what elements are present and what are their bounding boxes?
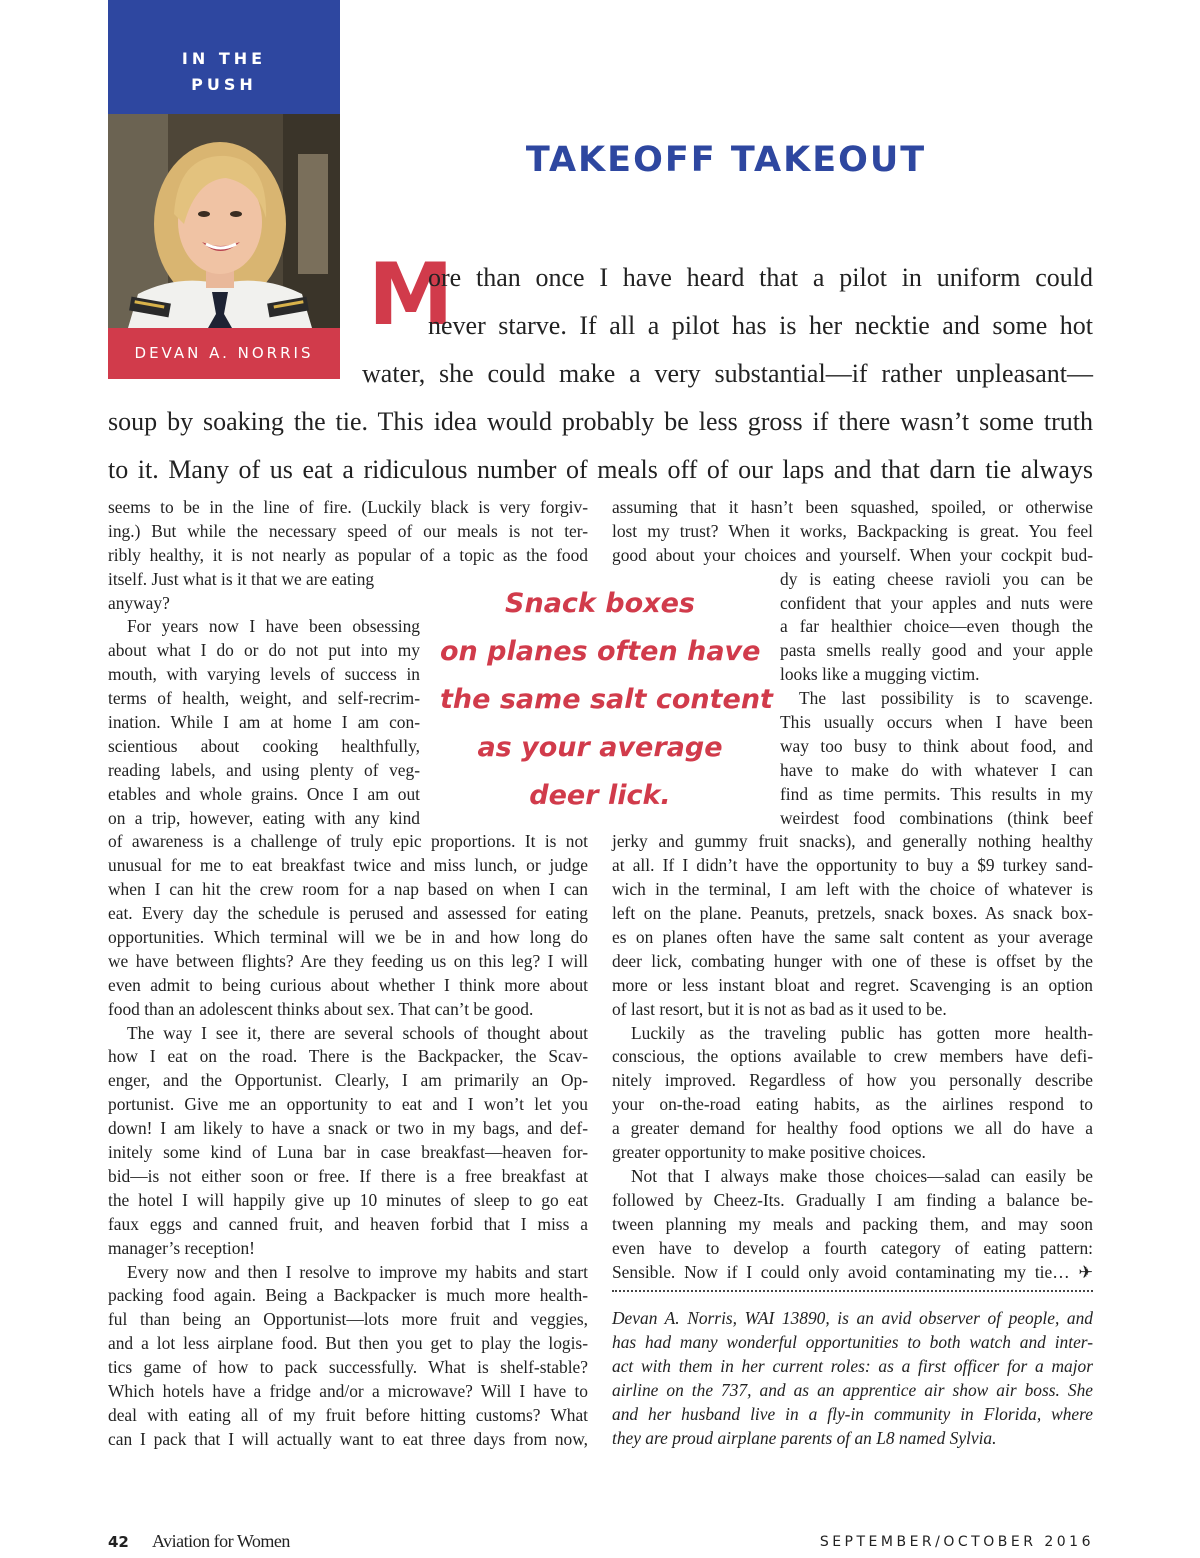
bio-line: and her husband live in a fly-in community in Florida, where bbox=[612, 1403, 1093, 1424]
body-line: opportunities. Which terminal will we be in and how long do bbox=[108, 927, 588, 948]
body-line: and a lot less airplane food. But then you get to play the logis- bbox=[108, 1333, 588, 1354]
column-kicker-line2: PUSH bbox=[191, 75, 257, 94]
article-headline: TAKEOFF TAKEOUT bbox=[525, 140, 927, 180]
body-line: seems to be in the line of fire. (Luckily black is very forgiv- bbox=[108, 497, 588, 517]
body-line: of last resort, but it is not as bad as it used to be. bbox=[612, 998, 947, 1019]
body-line: Every now and then I resolve to improve my habits and start bbox=[127, 1261, 588, 1282]
column-kicker-line1: IN THE bbox=[181, 49, 267, 68]
body-line: more or less instant bloat and regret. Scavenging is an option bbox=[612, 974, 1093, 995]
body-line: even admit to being curious about whether I think more about bbox=[108, 974, 588, 995]
body-line: ing.) But while the necessary speed of our meals is not ter- bbox=[108, 520, 588, 541]
lede-line: water, she could make a very substantial—if rather unpleasant— bbox=[362, 359, 1093, 388]
drop-cap: M bbox=[368, 245, 454, 345]
bio-line: Devan A. Norris, WAI 13890, is an avid observer of people, and bbox=[612, 1308, 1093, 1328]
body-line: es on planes often have the same salt content as your average bbox=[612, 927, 1093, 948]
body-line: bid—is not either soon or free. If there is a free breakfast at bbox=[108, 1165, 588, 1186]
body-line: reading labels, and using plenty of veg- bbox=[108, 759, 420, 780]
body-column-left bbox=[108, 496, 588, 1452]
body-line: eat. Every day the schedule is perused and assessed for eating bbox=[108, 903, 588, 924]
lede-line: never starve. If all a pilot has is her necktie and some hot bbox=[428, 311, 1093, 340]
body-line: the hotel I will happily give up 10 minutes of sleep to go eat bbox=[108, 1189, 588, 1210]
body-line: a greater demand for healthy food options we all do have a bbox=[612, 1118, 1093, 1139]
body-line: portunist. Give me an opportunity to eat and I won’t let you bbox=[108, 1094, 588, 1115]
body-line: looks like a mugging victim. bbox=[780, 664, 980, 685]
body-line: enger, and the Opportunist. Clearly, I am primarily an Op- bbox=[108, 1070, 588, 1091]
body-line: The way I see it, there are several schools of thought about bbox=[127, 1022, 588, 1043]
body-line: even have to develop a fourth category of eating pattern: bbox=[612, 1237, 1093, 1258]
page-number: 42 bbox=[108, 1533, 129, 1551]
body-line: Luckily as the traveling public has gotten more health- bbox=[631, 1022, 1093, 1043]
body-line: left on the plane. Peanuts, pretzels, snack boxes. As snack box- bbox=[612, 903, 1093, 924]
body-line: initely some kind of Luna bar in case breakfast—heaven for- bbox=[108, 1142, 588, 1163]
bio-line: has had many wonderful opportunities to both watch and inter- bbox=[612, 1331, 1093, 1352]
body-line: have to make do with whatever I can bbox=[780, 759, 1093, 780]
body-line: lost my trust? When it works, Backpacking is great. You feel bbox=[612, 520, 1093, 541]
pull-quote-line: the same salt content bbox=[440, 684, 773, 715]
bio-divider bbox=[612, 1290, 1093, 1292]
body-line: we have between flights? Are they feeding us on this leg? I will bbox=[108, 950, 588, 971]
issue-date: SEPTEMBER/OCTOBER 2016 bbox=[819, 1534, 1094, 1550]
body-line: down! I am likely to have a snack or two in my bags, and def- bbox=[108, 1118, 588, 1139]
body-line: mouth, with varying levels of success in bbox=[108, 664, 420, 685]
body-line: The last possibility is to scavenge. bbox=[799, 688, 1093, 709]
body-line: of awareness is a challenge of truly epic proportions. It is not bbox=[108, 831, 588, 852]
magazine-name: Aviation for Women bbox=[152, 1531, 290, 1551]
pull-quote-line: as your average bbox=[477, 732, 723, 763]
bio-line: act with them in her current roles: as a first officer for a major bbox=[612, 1355, 1093, 1376]
body-line: assuming that it hasn’t been squashed, spoiled, or otherwise bbox=[612, 497, 1093, 517]
body-column-right bbox=[612, 496, 1093, 1284]
body-line: your on-the-road eating habits, as the airlines respond to bbox=[612, 1094, 1093, 1115]
body-line: ful than being an Opportunist—lots more fruit and veggies, bbox=[108, 1309, 588, 1330]
body-line: pasta smells really good and your apple bbox=[780, 640, 1093, 661]
body-line: way too busy to think about food, and bbox=[780, 735, 1093, 756]
body-line: unusual for me to eat breakfast twice and miss lunch, or judge bbox=[108, 855, 588, 876]
body-line: how I eat on the road. There is the Backpacker, the Scav- bbox=[108, 1046, 588, 1067]
body-line: faux eggs and canned fruit, and heaven forbid that I miss a bbox=[108, 1213, 588, 1234]
body-line: This usually occurs when I have been bbox=[780, 712, 1093, 733]
body-line: ribly healthy, it is not nearly as popular of a topic as the food bbox=[108, 544, 588, 565]
pull-quote-line: Snack boxes bbox=[505, 588, 695, 619]
body-line: Not that I always make those choices—salad can easily be bbox=[631, 1165, 1093, 1186]
pull-quote-line: deer lick. bbox=[529, 780, 671, 811]
author-byline: DEVAN A. NORRIS bbox=[134, 344, 314, 362]
body-line: itself. Just what is it that we are eating bbox=[108, 568, 375, 589]
author-bio bbox=[612, 1307, 1093, 1450]
body-line: good about your choices and yourself. When your cockpit bud- bbox=[612, 544, 1093, 565]
body-line: can I pack that I will actually want to eat three days from now, bbox=[108, 1428, 588, 1449]
body-line: weirdest food combinations (think beef bbox=[780, 807, 1093, 828]
body-line: greater opportunity to make positive choices. bbox=[612, 1142, 926, 1163]
body-line: deal with eating all of my fruit before hitting customs? What bbox=[108, 1404, 588, 1425]
body-line: jerky and gummy fruit snacks), and generally nothing healthy bbox=[612, 831, 1093, 852]
bio-line: airline on the 737, and as an apprentice air show air boss. She bbox=[612, 1379, 1093, 1400]
body-line: manager’s reception! bbox=[108, 1237, 255, 1258]
lede-line: ore than once I have heard that a pilot in uniform could bbox=[428, 263, 1093, 292]
body-line: at all. If I didn’t have the opportunity to buy a $9 turkey sand- bbox=[612, 855, 1093, 876]
body-line: on a trip, however, eating with any kind bbox=[108, 807, 420, 828]
pull-quote-line: on planes often have bbox=[440, 636, 761, 667]
body-line: anyway? bbox=[108, 592, 170, 613]
body-line: For years now I have been obsessing bbox=[127, 616, 420, 637]
body-line: tics game of how to pack successfully. What is shelf-stable? bbox=[108, 1357, 588, 1378]
body-line: packing food again. Being a Backpacker is much more health- bbox=[108, 1285, 588, 1306]
body-line: food than an adolescent thinks about sex. That can’t be good. bbox=[108, 998, 534, 1019]
body-line: confident that your apples and nuts were bbox=[780, 592, 1093, 613]
body-line: conscious, the options available to crew members have defi- bbox=[612, 1046, 1093, 1067]
body-line: a far healthier choice—even though the bbox=[780, 616, 1093, 637]
body-line: nitely improved. Regardless of how you personally describe bbox=[612, 1070, 1093, 1091]
article-lede bbox=[108, 245, 1093, 494]
body-line: Sensible. Now if I could only avoid contaminating my tie… ✈ bbox=[612, 1261, 1093, 1282]
body-line: find as time permits. This results in my bbox=[780, 783, 1093, 804]
body-line: wich in the terminal, I am left with the choice of whatever is bbox=[612, 879, 1093, 900]
body-line: when I can hit the crew room for a nap based on when I can bbox=[108, 879, 588, 900]
body-line: terms of health, weight, and self-recrim- bbox=[108, 688, 420, 709]
body-line: about what I do or do not put into my bbox=[108, 640, 420, 661]
body-line: followed by Cheez-Its. Gradually I am finding a balance be- bbox=[612, 1189, 1093, 1210]
body-line: Which hotels have a fridge and/or a microwave? Will I have to bbox=[108, 1380, 588, 1401]
body-line: tween planning my meals and packing them, and may soon bbox=[612, 1213, 1093, 1234]
body-line: etables and whole grains. Once I am out bbox=[108, 783, 420, 804]
body-line: dy is eating cheese ravioli you can be bbox=[780, 568, 1093, 589]
body-line: deer lick, combating hunger with one of these is offset by the bbox=[612, 950, 1093, 971]
body-line: ination. While I am at home I am con- bbox=[108, 712, 420, 733]
lede-line: soup by soaking the tie. This idea would probably be less gross if there wasn’t some truth bbox=[108, 407, 1093, 436]
column-banner bbox=[108, 0, 340, 114]
bio-line: they are proud airplane parents of an L8 named Sylvia. bbox=[612, 1427, 997, 1448]
lede-line: to it. Many of us eat a ridiculous number of meals off of our laps and that darn tie always bbox=[108, 455, 1093, 484]
body-line: scientious about cooking healthfully, bbox=[108, 735, 420, 756]
